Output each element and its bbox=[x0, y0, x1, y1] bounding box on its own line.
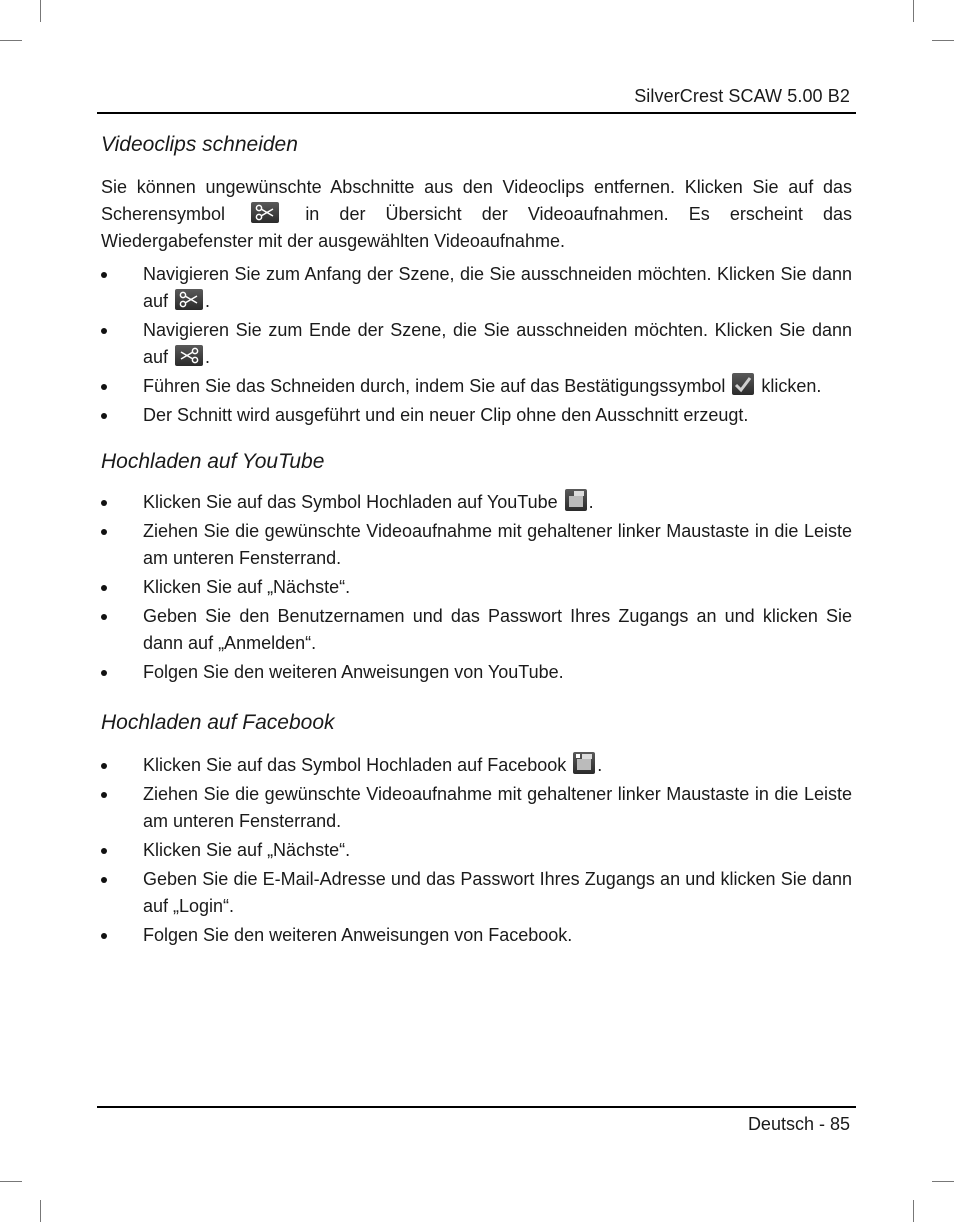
list-item: Ziehen Sie die gewünschte Videoaufnahme mit gehaltener linker Maustaste in die Leiste am unteren Fensterrand. bbox=[101, 781, 852, 835]
page-footer: Deutsch - 85 bbox=[747, 1114, 850, 1134]
list-item: Folgen Sie den weiteren Anweisungen von YouTube. bbox=[101, 659, 852, 686]
list-item: Klicken Sie auf das Symbol Hochladen auf YouTube . bbox=[101, 489, 852, 516]
intro-text-1: Sie können ungewünschte Abschnitte aus den Videoclips entfernen. Klicken Sie auf das Scherensymbol bbox=[101, 177, 852, 224]
crop-mark bbox=[40, 0, 41, 22]
crop-mark bbox=[40, 1200, 41, 1222]
list-item: Klicken Sie auf das Symbol Hochladen auf Facebook . bbox=[101, 752, 852, 779]
page-header: SilverCrest SCAW 5.00 B2 bbox=[634, 86, 850, 106]
bullet-list-facebook bbox=[101, 752, 852, 949]
bullet-list-youtube bbox=[101, 489, 852, 686]
facebook-upload-icon bbox=[573, 752, 595, 774]
header-rule bbox=[97, 112, 856, 114]
youtube-upload-icon bbox=[565, 489, 587, 511]
page-content bbox=[101, 130, 852, 951]
list-item: Geben Sie den Benutzernamen und das Passwort Ihres Zugangs an und klicken Sie dann auf „Anmelden“. bbox=[101, 603, 852, 657]
list-item: Führen Sie das Schneiden durch, indem Sie auf das Bestätigungssymbol klicken. bbox=[101, 373, 852, 400]
section-heading-videoclips: Videoclips schneiden bbox=[101, 133, 298, 156]
list-item: Navigieren Sie zum Ende der Szene, die Sie ausschneiden möchten. Klicken Sie dann auf . bbox=[101, 317, 852, 371]
bullet-list-videoclips bbox=[101, 261, 852, 429]
crop-mark bbox=[932, 1181, 954, 1182]
scissors-icon bbox=[251, 202, 279, 223]
list-item: Geben Sie die E-Mail-Adresse und das Passwort Ihres Zugangs an und klicken Sie dann auf „Login“. bbox=[101, 866, 852, 920]
scissors-end-icon bbox=[175, 345, 203, 366]
list-item: Navigieren Sie zum Anfang der Szene, die Sie ausschneiden möchten. Klicken Sie dann auf . bbox=[101, 261, 852, 315]
list-item: Klicken Sie auf „Nächste“. bbox=[101, 837, 852, 864]
crop-mark bbox=[913, 1200, 914, 1222]
list-item: Ziehen Sie die gewünschte Videoaufnahme mit gehaltener linker Maustaste in die Leiste am unteren Fensterrand. bbox=[101, 518, 852, 572]
crop-mark bbox=[0, 40, 22, 41]
crop-mark bbox=[932, 40, 954, 41]
list-item: Der Schnitt wird ausgeführt und ein neuer Clip ohne den Ausschnitt erzeugt. bbox=[101, 402, 852, 429]
list-item: Folgen Sie den weiteren Anweisungen von Facebook. bbox=[101, 922, 852, 949]
crop-mark bbox=[913, 0, 914, 22]
section-heading-youtube: Hochladen auf YouTube bbox=[101, 450, 325, 473]
scissors-icon bbox=[175, 289, 203, 310]
section-heading-facebook: Hochladen auf Facebook bbox=[101, 711, 335, 734]
intro-text-2: in der Übersicht der Videoaufnahmen. Es erscheint das Wiedergabefenster mit der ausgewählten Videoaufnahme. bbox=[101, 204, 852, 251]
crop-mark bbox=[0, 1181, 22, 1182]
footer-rule bbox=[97, 1106, 856, 1108]
checkmark-icon bbox=[732, 373, 754, 395]
intro-paragraph bbox=[101, 174, 852, 255]
list-item: Klicken Sie auf „Nächste“. bbox=[101, 574, 852, 601]
